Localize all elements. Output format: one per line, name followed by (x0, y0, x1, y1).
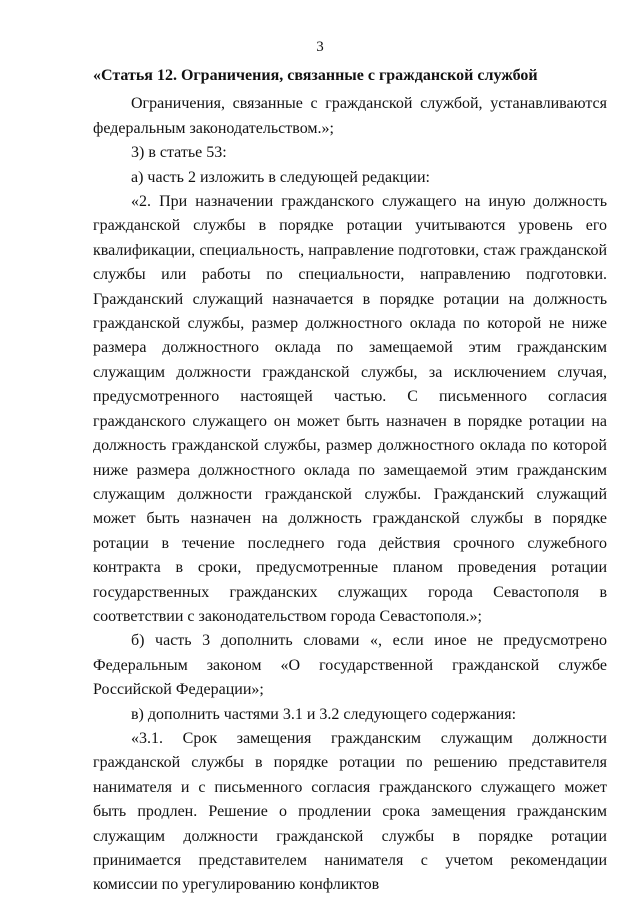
document-body (93, 64, 607, 898)
paragraph-part-2-intro: а) часть 2 изложить в следующей редакции: (131, 168, 430, 186)
article-heading: «Статья 12. Ограничения, связанные с гражданской службой (93, 67, 538, 84)
paragraph-part-3-1-text: «3.1. Срок замещения гражданским служащим должности гражданской службы в порядке ротации по решению представителя нанимателя и с письменного согласия гражданского служащего может быть продлен. Решение о продлении срока замещения гражданским служащим должности гражданской службы в порядке ротации принимается представителем нанимателя с учетом рекомендации комиссии по урегулированию конфликтов (93, 729, 607, 894)
paragraph-restrictions: Ограничения, связанные с гражданской службой, устанавливаются федеральным законодательством.»; (93, 95, 607, 137)
paragraph-article-53: 3) в статье 53: (131, 144, 227, 162)
paragraph-part-3-amendment: б) часть 3 дополнить словами «, если иное не предусмотрено Федеральным законом «О государственной гражданской службе Российской Федерации»; (93, 632, 607, 699)
paragraph-part-2-text: «2. При назначении гражданского служащего на иную должность гражданской службы в порядке ротации учитываются уровень его квалификации, специальность, направление подготовки, стаж гражданской службы или работы по специальности, направлению подготовки. Гражданский служащий назначается в порядке ротации на должность гражданской службы, размер должностного оклада по которой не ниже размера должностного оклада по замещаемой этим гражданским служащим должности гражданской службы, за исключением случая, предусмотренного настоящей частью. С письменного согласия гражданского служащего он может быть назначен в порядке ротации на должность гражданской службы, размер должностного оклада по которой ниже размера должностного оклада по замещаемой этим гражданским служащим должности гражданской службы. Гражданский служащий может быть назначен на должность гражданской службы в порядке ротации в течение последнего года действия срочного служебного контракта в сроки, предусмотренные планом проведения ротации государственных гражданских служащих города Севастополя в соответствии с законодательством города Севастополя.»; (93, 193, 607, 625)
page-number: 3 (316, 39, 324, 55)
paragraph-parts-3-1-3-2-intro: в) дополнить частями 3.1 и 3.2 следующего содержания: (131, 705, 517, 723)
